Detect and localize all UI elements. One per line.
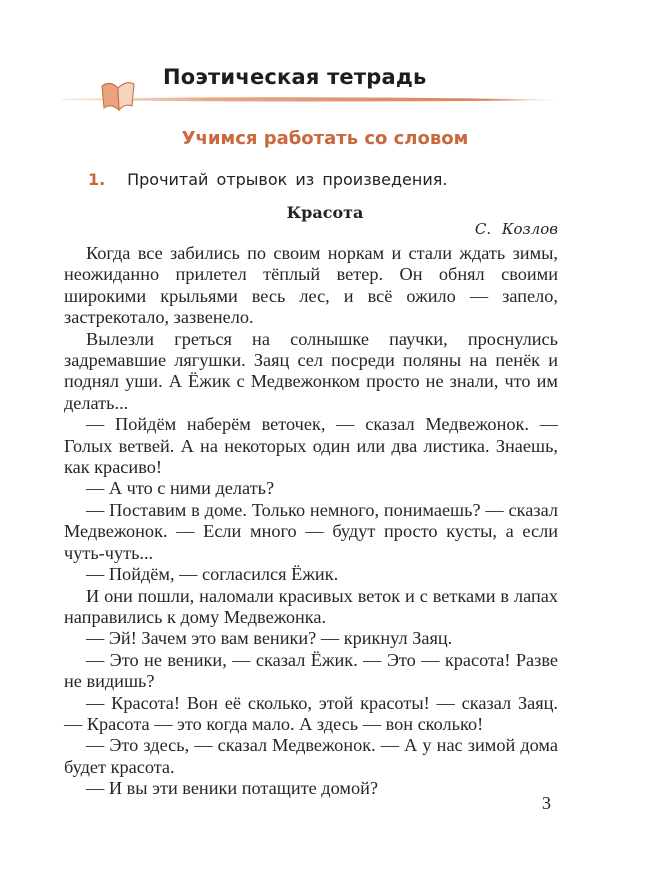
book-icon (98, 76, 138, 116)
paragraph: И они пошли, наломали красивых веток и с ветками в лапах направились к дому Медвежонка. (64, 585, 558, 627)
section-title: Учимся работать со словом (181, 128, 469, 149)
paragraph: Когда все забились по своим норкам и стали ждать зимы, неожиданно прилетел тёплый ветер. Он обнял своими широкими крыльями весь лес, и всё ожило — запело, застрекотало, зазвенело. (64, 243, 558, 328)
paragraph: — Это здесь, — сказал Медвежонок. — А у нас зимой дома будет красота. (64, 735, 558, 777)
paragraph: — Это не веники, — сказал Ёжик. — Это — красота! Разве не видишь? (64, 649, 558, 692)
chapter-header (62, 60, 562, 120)
paragraph: — И вы эти веники потащите домой? (86, 778, 378, 799)
chapter-title: Поэтическая тетрадь (163, 65, 427, 89)
paragraph: — Пойдём, — согласился Ёжик. (86, 564, 339, 585)
paragraph: — А что с ними делать? (86, 478, 275, 499)
task-text: Прочитай отрывок из произведения. (127, 170, 448, 189)
paragraph: — Пойдём наберём веточек, — сказал Медвежонок. — Голых ветвей. А на некоторых один или два листика. Знаешь, как красиво! (64, 414, 558, 478)
story-text (64, 243, 558, 800)
task-item (88, 170, 447, 189)
story-title: Красота (286, 203, 364, 222)
task-number: 1. (88, 170, 106, 189)
paragraph: — Красота! Вон её сколько, этой красоты! — сказал Заяц. — Красота — это когда мало. А здесь — вон сколько! (64, 692, 558, 734)
page-number: 3 (542, 793, 551, 813)
story-author: С. Козлов (474, 220, 558, 238)
paragraph: — Поставим в доме. Только немного, понимаешь? — сказал Медвежонок. — Если много — будут просто кусты, а если чуть-чуть... (64, 499, 558, 563)
paragraph: — Эй! Зачем это вам веники? — крикнул Заяц. (86, 628, 453, 649)
paragraph: Вылезли греться на солнышке паучки, проснулись задремавшие лягушки. Заяц сел посреди поляны на пенёк и поднял уши. А Ёжик с Медвежонком просто не знали, что им делать... (64, 328, 558, 413)
